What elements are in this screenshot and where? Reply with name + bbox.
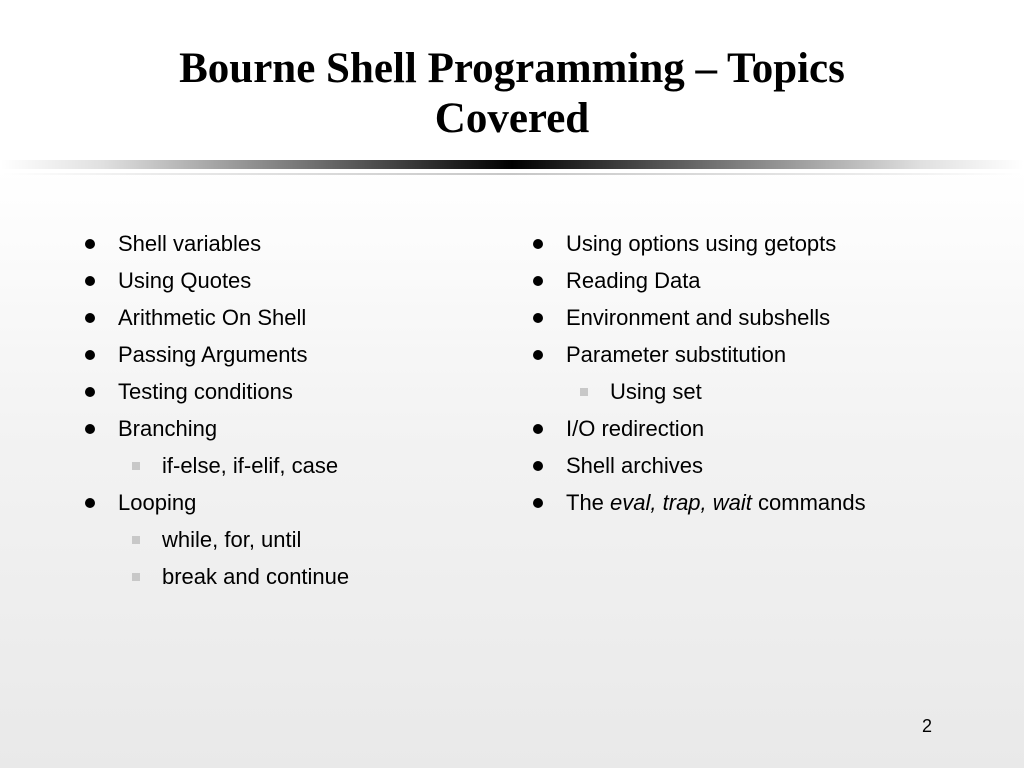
square-bullet-icon [132,573,140,581]
list-item-text-italic: eval, trap, wait [610,490,752,515]
round-bullet-icon [533,350,543,360]
list-item [80,225,349,262]
round-bullet-icon [85,387,95,397]
sub-list-item [528,373,866,410]
list-item-text: Using Quotes [118,268,252,293]
square-bullet-icon [580,388,588,396]
list-item-text-prefix: The [566,490,604,515]
list-item [528,262,866,299]
list-item-text: Reading Data [566,268,701,293]
list-item-text: while, for, until [162,527,302,552]
square-bullet-icon [132,462,140,470]
round-bullet-icon [533,461,543,471]
list-item-text: Using set [610,379,702,404]
sub-list-item [80,521,349,558]
list-item-text: Arithmetic On Shell [118,305,307,330]
list-item-text: Parameter substitution [566,342,787,367]
sub-list-item [80,558,349,595]
list-item-text: Branching [118,416,218,441]
round-bullet-icon [85,350,95,360]
list-item [80,373,349,410]
round-bullet-icon [85,498,95,508]
list-item-text: Shell archives [566,453,703,478]
list-item [528,484,866,521]
slide-title-line-1: Bourne Shell Programming – Topics [179,45,845,92]
list-item-text: Testing conditions [118,379,293,404]
list-item [80,410,349,447]
round-bullet-icon [533,424,543,434]
round-bullet-icon [533,239,543,249]
list-item-text: Shell variables [118,231,262,256]
list-item [528,336,866,373]
title-divider-thin [0,173,1024,175]
list-item [80,336,349,373]
list-item-text: Looping [118,490,197,515]
slide-title-line-2: Covered [434,95,590,142]
sub-list-item [80,447,349,484]
right-topic-list [528,225,866,521]
list-item [80,299,349,336]
round-bullet-icon [85,239,95,249]
title-divider [0,160,1024,169]
list-item [80,262,349,299]
round-bullet-icon [533,498,543,508]
square-bullet-icon [132,536,140,544]
round-bullet-icon [533,313,543,323]
list-item-text-suffix: commands [758,490,866,515]
round-bullet-icon [85,276,95,286]
list-item [80,484,349,521]
list-item-text: Using options using getopts [566,231,837,256]
list-item-text: Passing Arguments [118,342,308,367]
list-item-text: Environment and subshells [566,305,831,330]
left-topic-list [80,225,349,595]
list-item [528,225,866,262]
list-item [528,299,866,336]
round-bullet-icon [533,276,543,286]
list-item-text: if-else, if-elif, case [162,453,339,478]
list-item-text: break and continue [162,564,350,589]
list-item-text: I/O redirection [566,416,705,441]
page-number: 2 [922,716,933,736]
list-item [528,447,866,484]
slide-title [0,44,1024,144]
round-bullet-icon [85,424,95,434]
list-item [528,410,866,447]
round-bullet-icon [85,313,95,323]
